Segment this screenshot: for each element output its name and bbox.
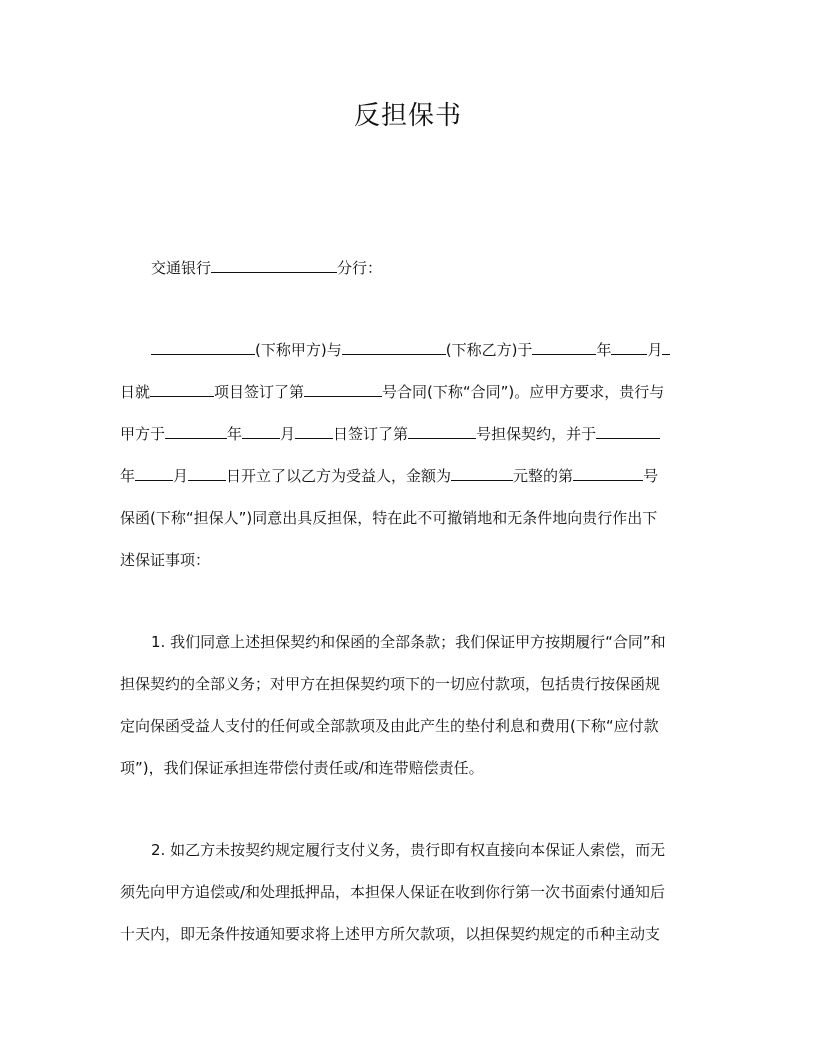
clause-1-line-3: 定向保函受益人支付的任何或全部款项及由此产生的垫付利息和费用(下称“应付款 <box>120 717 659 735</box>
intro-line-6: 述保证事项： <box>120 551 211 569</box>
year-blank[interactable] <box>165 422 227 439</box>
intro-text: 月 <box>280 425 296 443</box>
clause-1-line-1: 1. 我们同意上述担保契约和保函的全部条款；我们保证甲方按期履行“合同”和 <box>151 633 666 651</box>
project-blank[interactable] <box>150 380 214 397</box>
year-blank[interactable] <box>532 338 596 355</box>
intro-line-5: 保函(下称“担保人”)同意出具反担保，特在此不可撤销地和无条件地向贵行作出下 <box>120 509 658 527</box>
intro-text: (下称乙方)于 <box>445 341 533 359</box>
document-title: 反担保书 <box>353 101 462 131</box>
clause-1-line-4: 项”)，我们保证承担连带偿付责任或/和连带赔偿责任。 <box>120 759 484 777</box>
intro-text: 日签订了第 <box>333 425 409 443</box>
intro-line-4 <box>120 464 658 488</box>
intro-text: 月 <box>647 341 663 359</box>
clause-1-line-2: 担保契约的全部义务；对甲方在担保契约项下的一切应付款项，包括贵行按保函规 <box>120 675 661 693</box>
day-blank[interactable] <box>662 338 670 355</box>
day-blank[interactable] <box>295 422 333 439</box>
party-b-blank[interactable] <box>342 338 446 355</box>
intro-line-2 <box>120 380 664 404</box>
intro-text: 月 <box>173 467 189 485</box>
clause-2-line-3: 十天内，即无条件按通知要求将上述甲方所欠款项，以担保契约规定的币种主动支 <box>120 925 661 943</box>
month-blank[interactable] <box>242 422 280 439</box>
intro-text: 日开立了以乙方为受益人，金额为 <box>226 467 452 485</box>
intro-line-3 <box>120 422 660 446</box>
intro-text: 项目签订了第 <box>214 383 305 401</box>
guarantee-contract-number-blank[interactable] <box>408 422 476 439</box>
amount-blank[interactable] <box>451 464 513 481</box>
intro-text: 年 <box>596 341 612 359</box>
intro-text: (下称甲方)与 <box>255 341 342 359</box>
clause-2-line-1: 2. 如乙方未按契约规定履行支付义务，贵行即有权直接向本保证人索偿，而无 <box>151 841 666 859</box>
month-blank[interactable] <box>135 464 173 481</box>
letter-number-blank[interactable] <box>573 464 643 481</box>
intro-text: 年 <box>120 467 136 485</box>
intro-text: 号 <box>643 467 659 485</box>
intro-text: 日就 <box>120 383 151 401</box>
party-a-blank[interactable] <box>151 338 255 355</box>
month-blank[interactable] <box>611 338 647 355</box>
intro-text: 号担保契约，并于 <box>476 425 597 443</box>
intro-text: 元整的第 <box>513 467 574 485</box>
date-blank[interactable] <box>596 422 660 439</box>
intro-text: 年 <box>227 425 243 443</box>
contract-number-blank[interactable] <box>304 380 382 397</box>
clause-2-line-2: 须先向甲方追偿或/和处理抵押品，本担保人保证在收到你行第一次书面索付通知后 <box>120 883 666 901</box>
salutation-bank: 交通银行 <box>151 259 212 277</box>
intro-text: 号合同(下称“合同”)。应甲方要求，贵行与 <box>382 383 665 401</box>
branch-blank[interactable] <box>211 256 337 273</box>
salutation-line <box>151 256 382 280</box>
intro-line-1 <box>151 338 670 362</box>
day-blank[interactable] <box>188 464 226 481</box>
salutation-branch: 分行： <box>337 259 383 277</box>
intro-text: 甲方于 <box>120 425 166 443</box>
